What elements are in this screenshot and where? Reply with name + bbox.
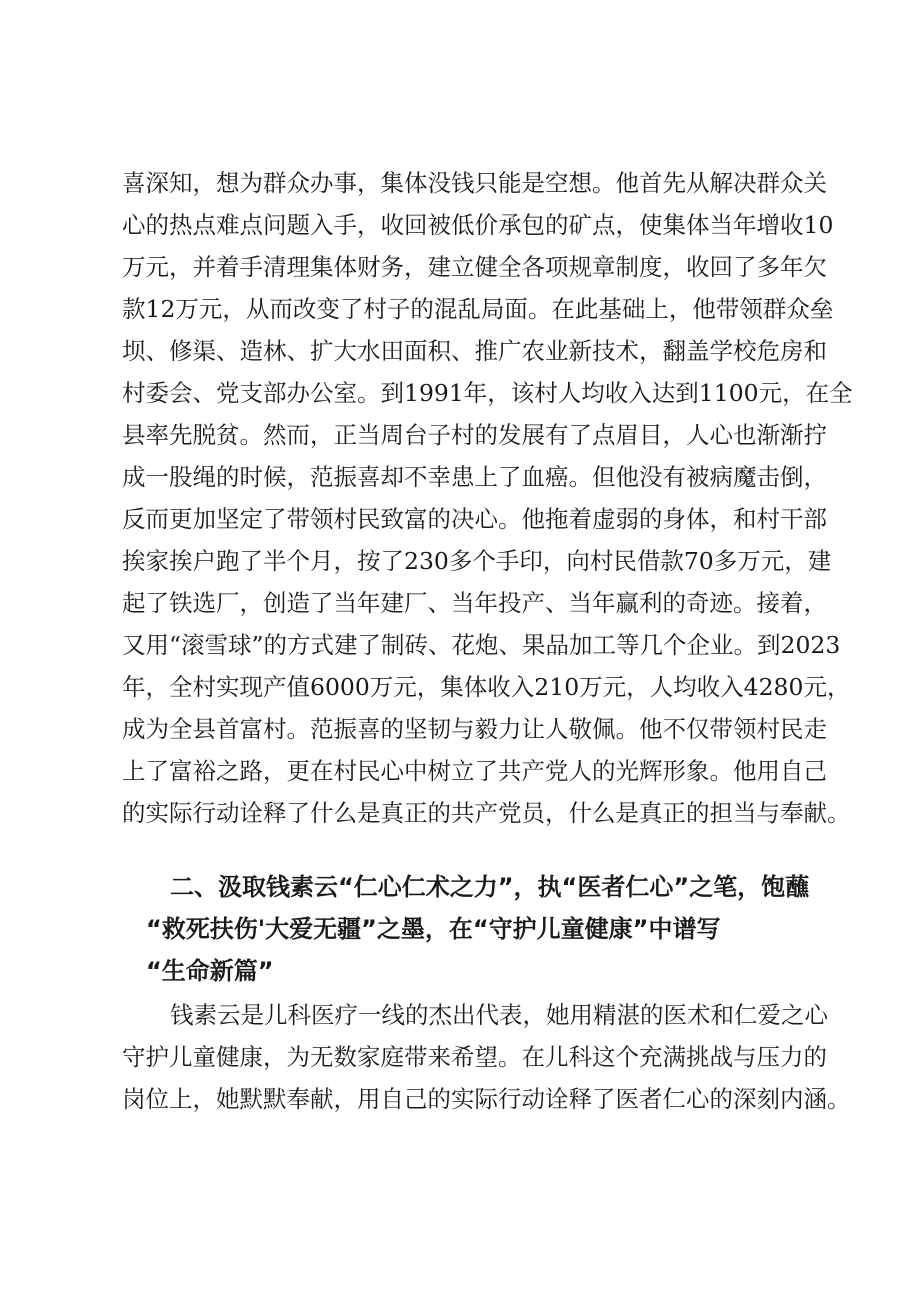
text-line: 挨家挨户跑了半个月，按了230多个手印，向村民借款70多万元，建	[122, 547, 832, 575]
text-line: 款12万元，从而改变了村子的混乱局面。在此基础上，他带领群众垒	[122, 295, 834, 323]
text-line: 村委会、党支部办公室。到1991年，该村人均收入达到1100元，在全	[122, 379, 853, 407]
text-line: 反而更加坚定了带领村民致富的决心。他拖着虚弱的身体，和村干部	[122, 505, 827, 533]
text-line: 县率先脱贫。然而，正当周台子村的发展有了点眉目，人心也渐渐拧	[122, 421, 827, 449]
text-line: 守护儿童健康，为无数家庭带来希望。在儿科这个充满挑战与压力的	[122, 1043, 827, 1071]
text-line: 的实际行动诠释了什么是真正的共产党员，什么是真正的担当与奉献。	[122, 799, 851, 827]
text-line: 上了富裕之路，更在村民心中树立了共产党人的光辉形象。他用自己	[122, 757, 827, 785]
heading-line: “生命新篇”	[146, 957, 274, 985]
heading-line: 二、汲取钱素云“仁心仁术之力”，执“医者仁心”之笔，饱蘸	[170, 873, 810, 901]
text-line: 成为全县首富村。范振喜的坚韧与毅力让人敬佩。他不仅带领村民走	[122, 715, 827, 743]
text-line: 又用“滚雪球”的方式建了制砖、花炮、果品加工等几个企业。到2023	[122, 631, 841, 659]
text-line: 起了铁选厂，创造了当年建厂、当年投产、当年赢利的奇迹。接着，	[122, 589, 827, 617]
text-line: 喜深知，想为群众办事，集体没钱只能是空想。他首先从解决群众关	[122, 169, 827, 197]
text-line: 岗位上，她默默奉献，用自己的实际行动诠释了医者仁心的深刻内涵。	[122, 1085, 851, 1113]
heading-line: “救死扶伤'大爱无疆”之墨，在“守护儿童健康”中谱写	[146, 915, 721, 943]
text-line: 成一股绳的时候，范振喜却不幸患上了血癌。但他没有被病魔击倒，	[122, 463, 827, 491]
text-line: 心的热点难点问题入手，收回被低价承包的矿点，使集体当年增收10	[122, 211, 834, 239]
paragraph-fan-zhenxi	[122, 162, 853, 834]
text-line: 年，全村实现产值6000万元，集体收入210万元，人均收入4280元，	[122, 673, 851, 701]
text-line: 坝、修渠、造林、扩大水田面积、推广农业新技术，翻盖学校危房和	[122, 337, 827, 365]
section-heading	[122, 866, 822, 992]
text-line: 万元，并着手清理集体财务，建立健全各项规章制度，收回了多年欠	[122, 253, 827, 281]
text-line: 钱素云是儿科医疗一线的杰出代表，她用精湛的医术和仁爱之心	[170, 1001, 828, 1029]
paragraph-qian-suyun	[122, 994, 851, 1120]
